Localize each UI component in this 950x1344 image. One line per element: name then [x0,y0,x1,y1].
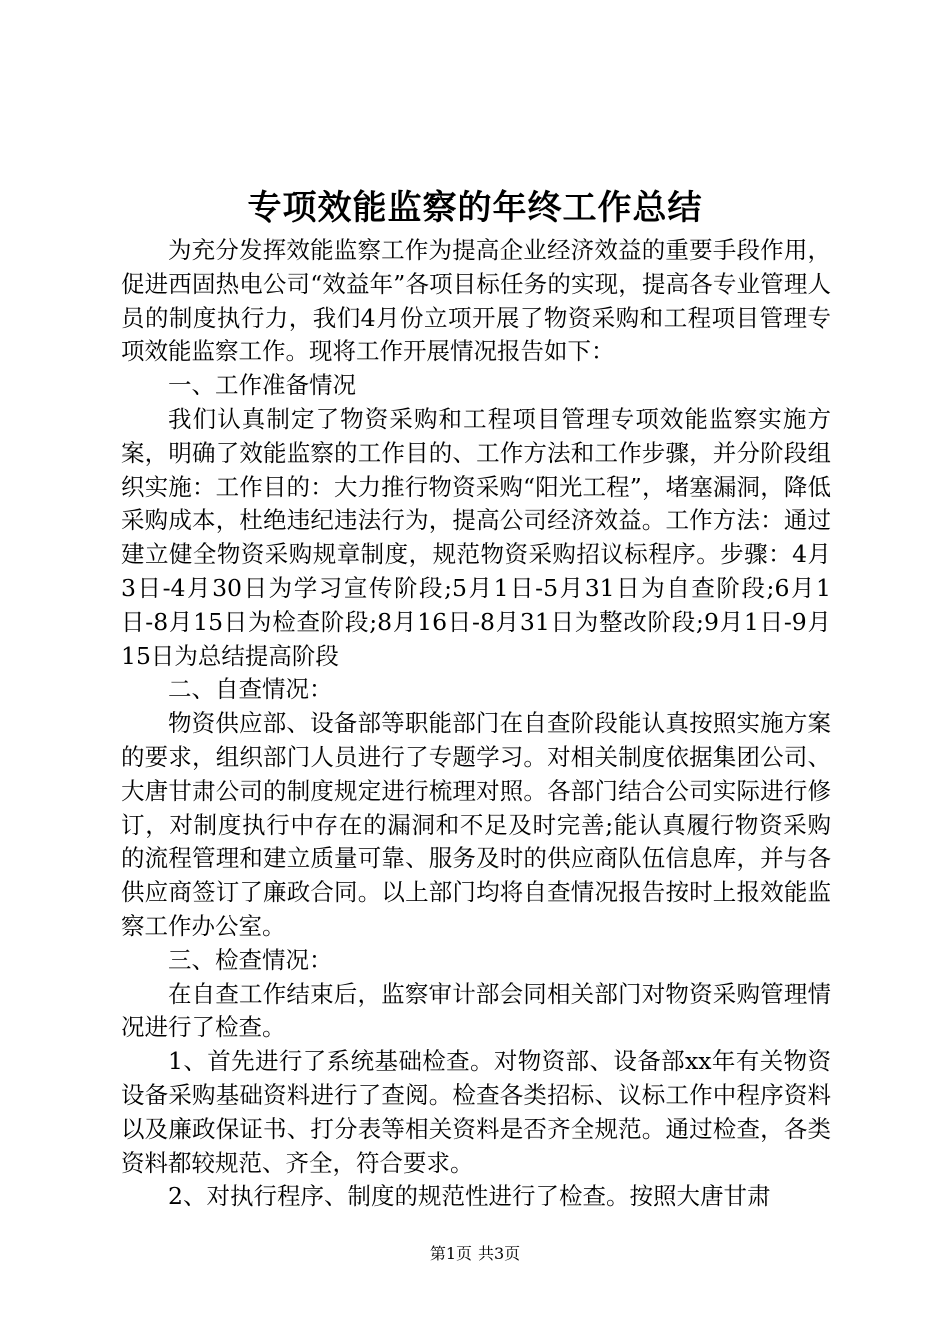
section-heading-self-check: 二、自查情况： [168,675,333,704]
paragraph-preparation: 我们认真制定了物资采购和工程项目管理专项效能监察实施方案，明确了效能监察的工作目的、工作方法和工作步骤，并分阶段组织实施：工作目的：大力推行物资采购“阳光工程”，堵塞漏洞，降低采购成本，杜绝违纪违法行为，提高公司经济效益。工作方法：通过建立健全物资采购规章制度，规范物资采购招议标程序。步骤：4月3日-4月30日为学习宣传阶段;5月1日-5月31日为自查阶段;6月1日-8月15日为检查阶段;8月16日-8月31日为整改阶段;9月1日-9月15日为总结提高阶段 [121,404,831,670]
paragraph-inspection-intro: 在自查工作结束后，监察审计部会同相关部门对物资采购管理情况进行了检查。 [121,979,831,1042]
paragraph-intro: 为充分发挥效能监察工作为提高企业经济效益的重要手段作用，促进西固热电公司“效益年”各项目标任务的实现，提高各专业管理人员的制度执行力，我们4月份立项开展了物资采购和工程项目管理专项效能监察工作。现将工作开展情况报告如下： [121,236,831,366]
document-title: 专项效能监察的年终工作总结 [247,188,703,228]
section-heading-inspection: 三、检查情况： [168,945,333,974]
section-heading-preparation: 一、工作准备情况 [168,371,356,400]
document-body [121,234,831,1214]
paragraph-inspection-item-1: 1、首先进行了系统基础检查。对物资部、设备部xx年有关物资设备采购基础资料进行了查阅。检查各类招标、议标工作中程序资料以及廉政保证书、打分表等相关资料是否齐全规范。通过检查，各类资料都较规范、齐全，符合要求。 [121,1047,831,1177]
paragraph-self-check: 物资供应部、设备部等职能部门在自查阶段能认真按照实施方案的要求，组织部门人员进行了专题学习。对相关制度依据集团公司、大唐甘肃公司的制度规定进行梳理对照。各部门结合公司实际进行修订，对制度执行中存在的漏洞和不足及时完善;能认真履行物资采购的流程管理和建立质量可靠、服务及时的供应商队伍信息库，并与各供应商签订了廉政合同。以上部门均将自查情况报告按时上报效能监察工作办公室。 [121,709,831,940]
page-footer [0,1243,950,1265]
page-total: 共3页 [478,1244,521,1263]
paragraph-inspection-item-2: 2、对执行程序、制度的规范性进行了检查。按照大唐甘肃 [168,1182,771,1211]
page-number: 第1页 [429,1244,472,1263]
